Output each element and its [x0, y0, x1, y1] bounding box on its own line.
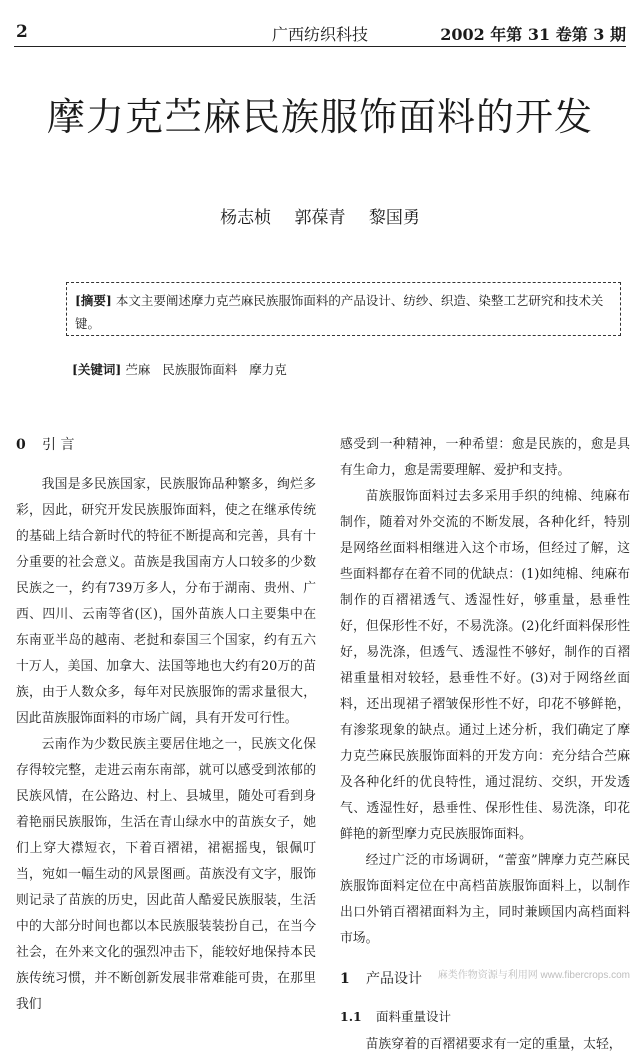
subsection-heading [340, 1004, 630, 1030]
section-title: 产品设计 [366, 971, 422, 987]
section-heading-intro [16, 432, 316, 458]
section-number: 1 [340, 971, 350, 987]
right-column [340, 432, 630, 1058]
paper-title: 摩力克苎麻民族服饰面料的开发 [46, 95, 593, 139]
keywords-label: [关键词] [72, 362, 122, 377]
subsection-title: 面料重量设计 [376, 1009, 452, 1024]
subsection-number: 1.1 [340, 1009, 362, 1024]
body-paragraph: 苗族穿着的百褶裙要求有一定的重量，太轻， [365, 1037, 622, 1052]
left-column [16, 432, 316, 1018]
body-paragraph: 经过广泛的市场调研，“蕾蛮”牌摩力克苎麻民族服饰面料定位在中高档苗族服饰面料上，以制作出口外销百褶裙面料为主，同时兼顾国内高档面料市场。 [340, 853, 630, 946]
journal-name: 广西纺织科技 [272, 25, 369, 44]
header-rule [14, 46, 626, 47]
abstract-box [66, 282, 621, 336]
keywords-terms: 苎麻 民族服饰面料 摩力克 [125, 362, 287, 377]
watermark-text: 麻类作物资源与利用网 www.fibercrops.com [437, 970, 630, 981]
keywords-line [72, 360, 287, 378]
page-number: 2 [16, 22, 28, 42]
author-list: 杨志桢 郭葆青 黎国勇 [220, 208, 420, 228]
body-paragraph: 我国是多民族国家，民族服饰品种繁多，绚烂多彩，因此，研究开发民族服饰面料，使之在继承传统的基础上结合新时代的特征不断提高和完善，具有十分重要的社会意义。苗族是我国南方人口较多的少数民族之一，约有739万多人，分布于湖南、贵州、广西、四川、云南等省(区)，国外苗族人口主要集中在东南亚半岛的越南、老挝和泰国三个国家，约有五六十万人，美国、加拿大、法国等地也大约有20万的苗族，由于人数众多，每年对民族服饰的需求量很大，因此苗族服饰面料的市场广阔，具有开发可行性。 [16, 477, 316, 726]
section-title: 引 言 [42, 437, 75, 453]
abstract-text: 本文主要阐述摩力克苎麻民族服饰面料的产品设计、纺纱、织造、染整工艺研究和技术关键。 [75, 293, 604, 331]
section-number: 0 [16, 437, 26, 453]
abstract-label: [摘要] [75, 293, 112, 308]
body-paragraph: 感受到一种精神，一种希望：愈是民族的，愈是具有生命力，愈是需要理解、爱护和支持。 [340, 437, 630, 478]
issue-info: 2002 年第 31 卷第 3 期 [440, 25, 626, 44]
body-paragraph: 云南作为少数民族主要居住地之一，民族文化保存得较完整，走进云南东南部，就可以感受到浓郁的民族风情，在公路边、村上、县城里，随处可看到身着艳丽民族服饰，生活在青山绿水中的苗族女子，她们上穿大襟短衣，下着百褶裙，裙裾摇曳，银佩叮当，宛如一幅生动的风景图画。苗族没有文字，服饰则记录了苗族的历史，因此苗人酷爱民族服装，生活中的大部分时间也都以本民族服装装扮自己，在当今社会，在外来文化的强烈冲击下，能较好地保持本民族传统习惯，并不断创新发展非常难能可贵，在那里我们 [16, 737, 316, 1012]
body-paragraph: 苗族服饰面料过去多采用手织的纯棉、纯麻布制作，随着对外交流的不断发展，各种化纤，特别是网络丝面料相继进入这个市场，但经过了解，这些面料都存在着不同的优缺点：(1)如纯棉、纯麻布制作的百褶裙透气、透湿性好，够重量，悬垂性好，但保形性不好，不易洗涤。(2)化纤面料保形性好，易洗涤，但透气、透湿性不够好，制作的百褶裙重量相对较轻，悬垂性不好。(3)对于网络丝面料，还出现裙子褶皱保形性不好，印花不够鲜艳，有渗浆现象的缺点。通过上述分析，我们确定了摩力克苎麻民族服饰面料的开发方向：充分结合苎麻及各种化纤的优良特性，通过混纺、交织，开发透气、透湿性好，悬垂性、保形性佳、易洗涤，印花鲜艳的新型摩力克民族服饰面料。 [340, 489, 630, 842]
